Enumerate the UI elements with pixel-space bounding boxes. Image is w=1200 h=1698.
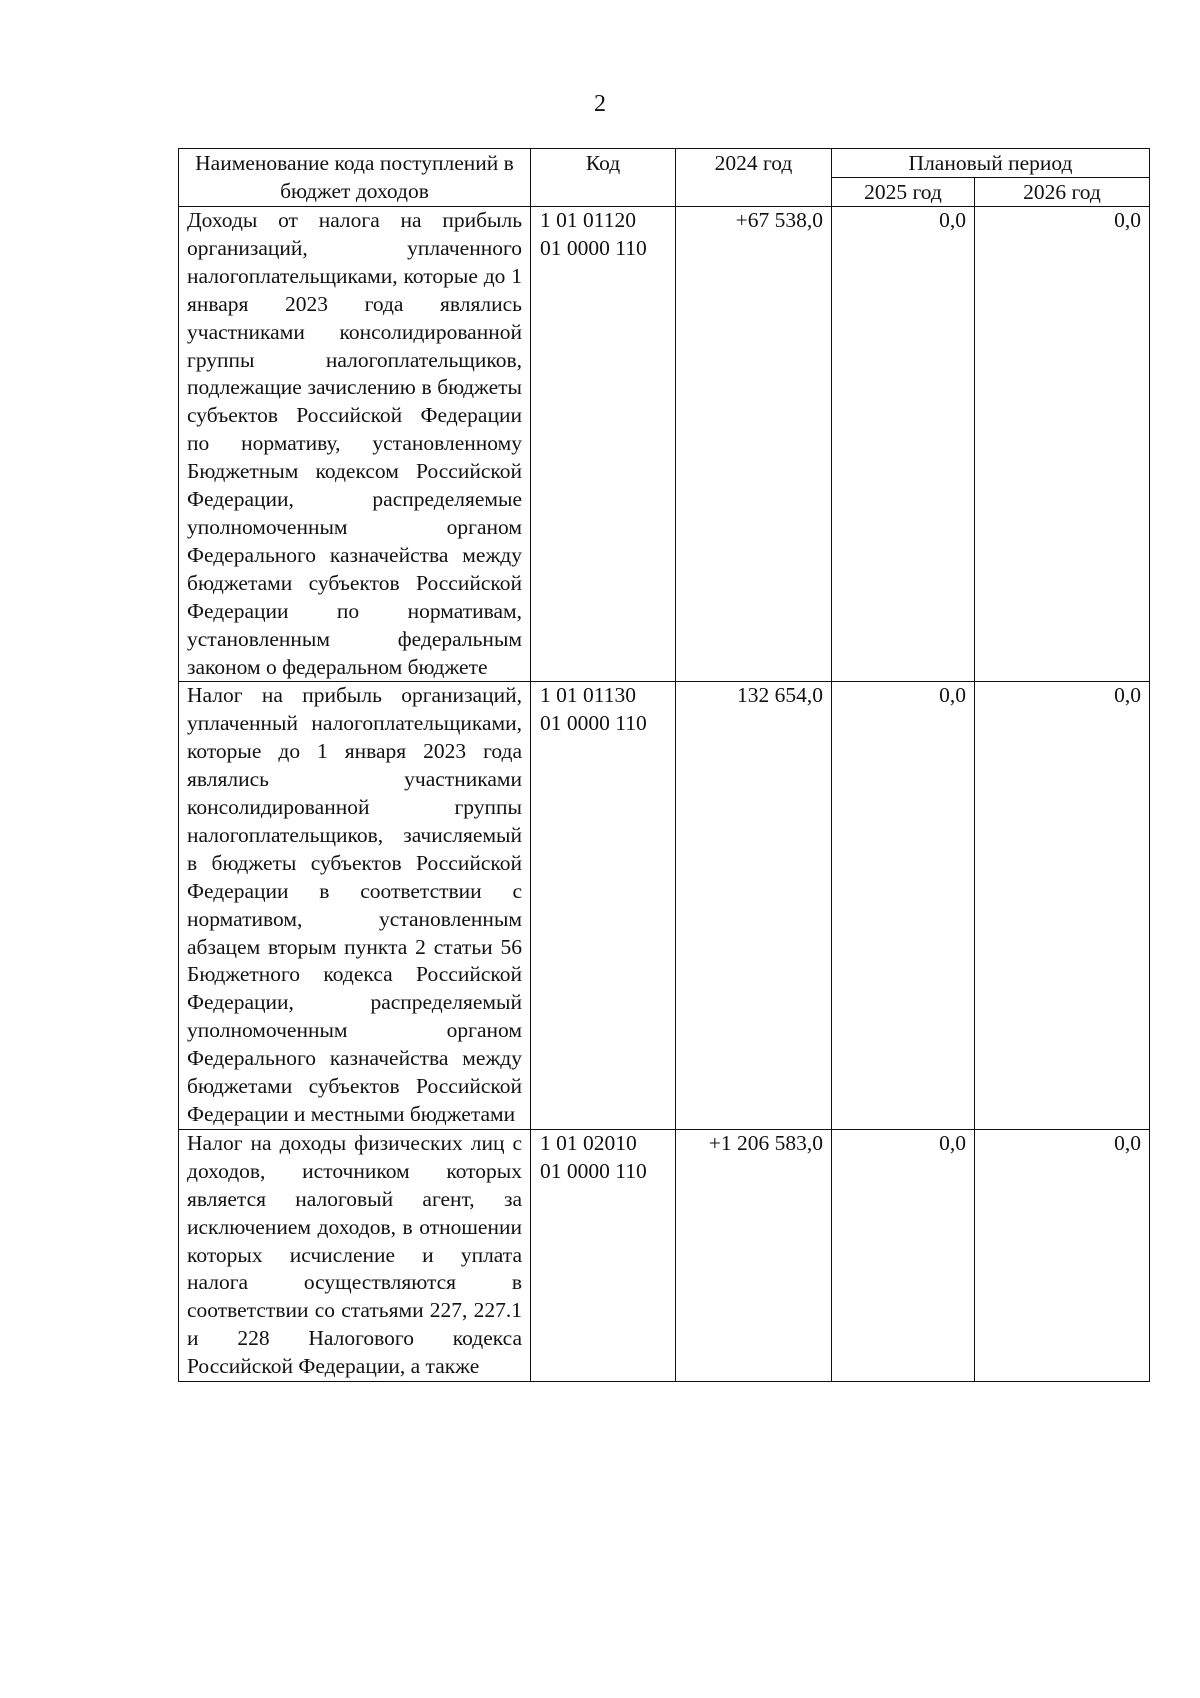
row-code-line-1: 1 01 02010 xyxy=(540,1130,637,1155)
row-value-2026: 0,0 xyxy=(975,1129,1150,1381)
revenue-table xyxy=(178,148,1150,1382)
row-code-line-2: 01 0000 110 xyxy=(540,711,647,736)
row-value-2026: 0,0 xyxy=(975,682,1150,1130)
row-name: Налог на прибыль организаций, уплаченный налогоплательщиками, которые до 1 января 2023 года являлись участниками консолидированной группы налогоплательщиков, зачисляемый в бюджеты субъектов Российской Федерации в соответствии с нормативом, установленным абзацем вторым пункта 2 статьи 56 Бюджетного кодекса Российской Федерации, распределяемый уполномоченным органом Федерального казначейства между бюджетами субъектов Российской Федерации и местными бюджетами xyxy=(179,682,531,1130)
row-value-2024: +67 538,0 xyxy=(676,207,832,682)
row-code xyxy=(531,682,676,1130)
header-2025: 2025 год xyxy=(832,178,975,207)
row-value-2025: 0,0 xyxy=(832,1129,975,1381)
table-row xyxy=(179,1129,1150,1381)
row-name: Налог на доходы физических лиц с доходов, источником которых является налоговый агент, за исключением доходов, в отношении которых исчисление и уплата налога осуществляются в соответствии со статьями 227, 227.1 и 228 Налогового кодекса Российской Федерации, а также xyxy=(179,1129,531,1381)
row-name: Доходы от налога на прибыль организаций, уплаченного налогоплательщиками, которые до 1 января 2023 года являлись участниками консолидированной группы налогоплательщиков, подлежащие зачислению в бюджеты субъектов Российской Федерации по нормативу, установленному Бюджетным кодексом Российской Федерации, распределяемые уполномоченным органом Федерального казначейства между бюджетами субъектов Российской Федерации по нормативам, установленным федеральным законом о федеральном бюджете xyxy=(179,207,531,682)
page-number: 2 xyxy=(594,91,606,117)
row-value-2025: 0,0 xyxy=(832,682,975,1130)
row-value-2025: 0,0 xyxy=(832,207,975,682)
header-code: Код xyxy=(531,149,676,207)
header-2024: 2024 год xyxy=(676,149,832,207)
row-code-line-1: 1 01 01130 xyxy=(540,683,636,708)
header-planned-period: Плановый период xyxy=(832,149,1150,178)
row-code-line-1: 1 01 01120 xyxy=(540,208,636,232)
row-code xyxy=(531,1129,676,1381)
table-row xyxy=(179,207,1150,682)
row-value-2026: 0,0 xyxy=(975,207,1150,682)
row-code-line-2: 01 0000 110 xyxy=(540,1158,647,1183)
table-body xyxy=(179,207,1150,1382)
row-code xyxy=(531,207,676,682)
row-value-2024: +1 206 583,0 xyxy=(676,1129,832,1381)
table-row xyxy=(179,682,1150,1130)
row-value-2024: 132 654,0 xyxy=(676,682,832,1130)
table-header xyxy=(179,149,1150,207)
row-code-line-2: 01 0000 110 xyxy=(540,235,647,260)
header-name: Наименование кода поступлений в бюджет доходов xyxy=(179,149,531,207)
header-row-top xyxy=(179,149,1150,178)
header-2026: 2026 год xyxy=(975,178,1150,207)
